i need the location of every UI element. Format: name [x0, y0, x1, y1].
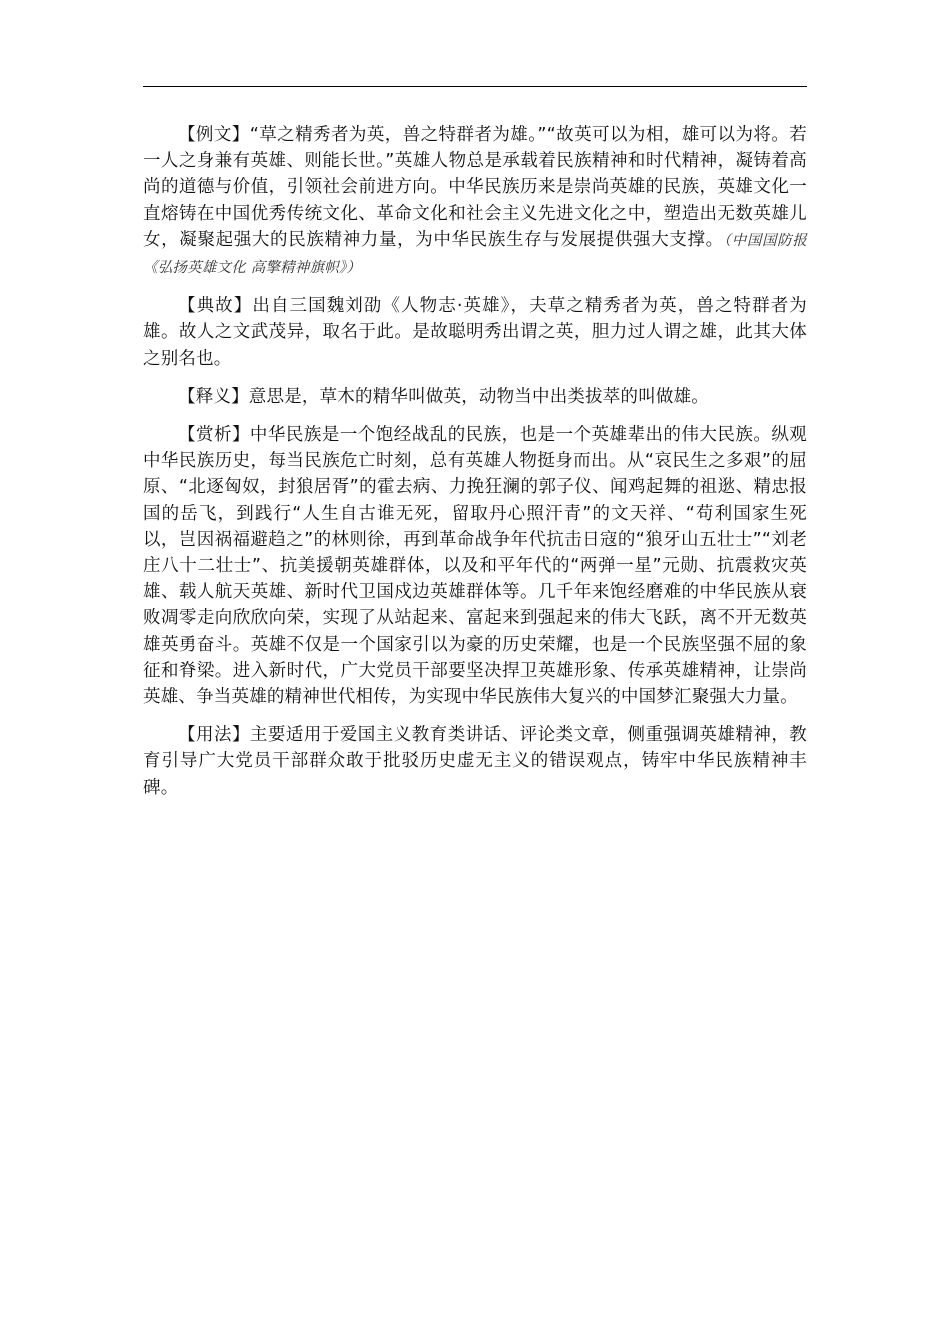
- usage-paragraph: 【用法】主要适用于爱国主义教育类讲话、评论类文章，侧重强调英雄精神，教育引导广大党员干部群众敢于批驳历史虚无主义的错误观点，铸牢中华民族精神丰碑。: [143, 725, 807, 798]
- meaning-paragraph: 【释义】意思是，草木的精华叫做英，动物当中出类拔萃的叫做雄。: [178, 386, 709, 407]
- example-paragraph: [143, 122, 807, 281]
- example-source: （中国国防报《弘扬英雄文化 高擎精神旗帜》）: [143, 232, 807, 277]
- header-rule: [143, 86, 807, 87]
- document-body: [143, 122, 807, 813]
- analysis-paragraph: 【赏析】中华民族是一个饱经战乱的民族，也是一个英雄辈出的伟大民族。纵观中华民族历史，每当民族危亡时刻，总有英雄人物挺身而出。从“哀民生之多艰”的屈原、“北逐匈奴，封狼居胥”的霍去病、力挽狂澜的郭子仪、闻鸡起舞的祖逖、精忠报国的岳飞，到践行“人生自古谁无死，留取丹心照汗青”的文天祥、“苟利国家生死以，岂因祸福避趋之”的林则徐，再到革命战争年代抗击日寇的“狼牙山五壮士”“刘老庄八十二壮士”、抗美援朝英雄群体，以及和平年代的“两弹一星”元勋、抗震救灾英雄、载人航天英雄、新时代卫国戍边英雄群体等。几千年来饱经磨难的中华民族从衰败凋零走向欣欣向荣，实现了从站起来、富起来到强起来的伟大飞跃，离不开无数英雄英勇奋斗。英雄不仅是一个国家引以为豪的历史荣耀，也是一个民族坚强不屈的象征和脊梁。进入新时代，广大党员干部要坚决捍卫英雄形象、传承英雄精神，让崇尚英雄、争当英雄的精神世代相传，为实现中华民族伟大复兴的中国梦汇聚强大力量。: [143, 425, 807, 708]
- origin-paragraph: 【典故】出自三国魏刘劭《人物志·英雄》，夫草之精秀者为英，兽之特群者为雄。故人之文武茂异，取名于此。是故聪明秀出谓之英，胆力过人谓之雄，此其大体之别名也。: [143, 296, 807, 369]
- example-text: 【例文】“草之精秀者为英，兽之特群者为雄。”“故英可以为相，雄可以为将。若一人之身兼有英雄、则能长世。”英雄人物总是承载着民族精神和时代精神，凝铸着高尚的道德与价值，引领社会前进方向。中华民族历来是崇尚英雄的民族，英雄文化一直熔铸在中国优秀传统文化、革命文化和社会主义先进文化之中，塑造出无数英雄儿女，凝聚起强大的民族精神力量，为中华民族生存与发展提供强大支撑。: [143, 125, 807, 250]
